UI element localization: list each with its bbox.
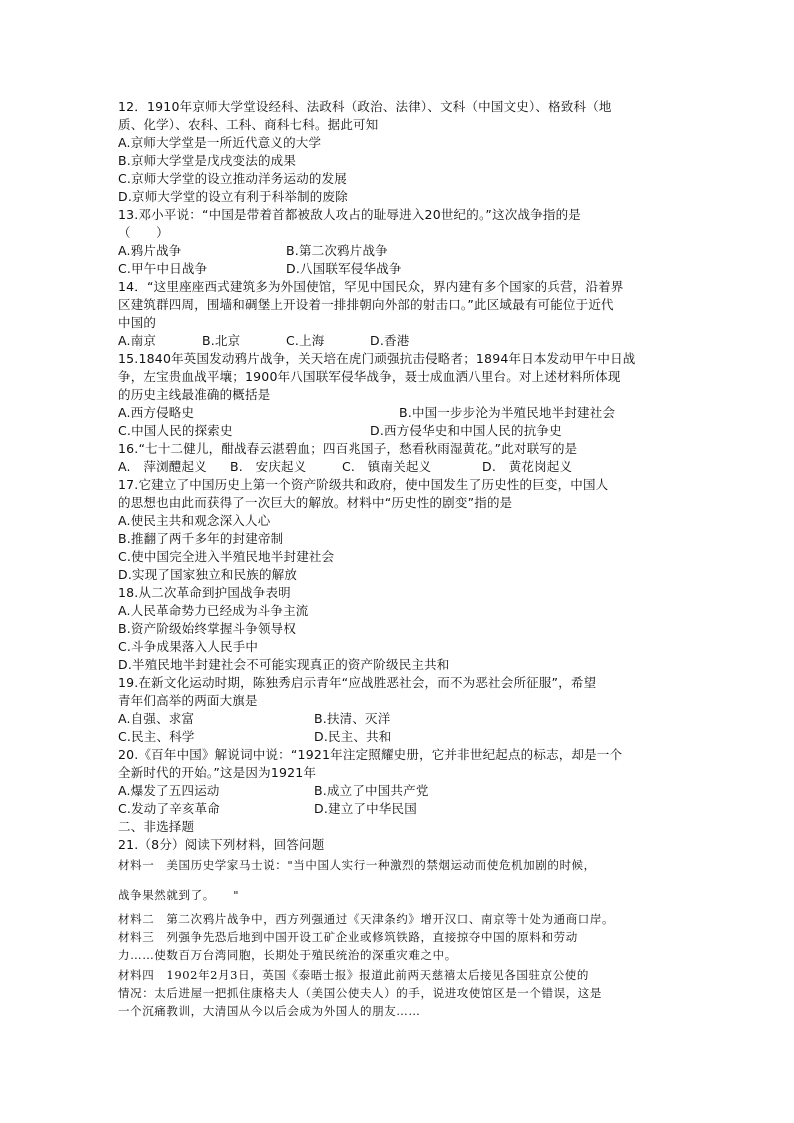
- q15-option-b: B.中国一步步沦为半殖民地半封建社会: [399, 405, 616, 420]
- q21-stem: 21.（8分）阅读下列材料，回答问题: [118, 837, 325, 852]
- material3-line2: 力……使数百万台湾同胞，长期处于殖民统治的深重灾难之中。: [118, 948, 457, 962]
- q20-option-b: B.成立了中国共产党: [314, 783, 429, 798]
- q13-stem-line1: 13.邓小平说：“中国是带着首都被敌人攻占的耻辱进入20世纪的。”这次战争指的是: [118, 207, 581, 222]
- q19-option-c: C.民主、科学: [118, 729, 195, 744]
- q16-option-d: D. 黄花岗起义: [482, 459, 573, 474]
- q16-options-row: [118, 458, 573, 476]
- q14-option-c: C.上海: [286, 333, 325, 348]
- q16-option-b: B. 安庆起义: [230, 459, 307, 474]
- q13-options-row1: [118, 242, 388, 260]
- q14-option-b: B.北京: [202, 333, 241, 348]
- q20-options-row2: [118, 800, 417, 818]
- q13-option-d: D.八国联军侵华战争: [286, 261, 402, 276]
- q15-options-row2: [118, 422, 562, 440]
- material1-line1: 材料一 美国历史学家马士说："当中国人实行一种激烈的禁烟运动而使危机加剧的时候，: [118, 858, 596, 872]
- q20-stem-line1: 20.《百年中国》解说词中说：“1921年注定照耀史册，它并非世纪起点的标志，却是一个: [118, 747, 623, 762]
- q15-stem-line2: 争，左宝贵血战平壤；1900年八国联军侵华战争，聂士成血洒八里台。对上述材料所体现: [118, 369, 621, 384]
- q16-stem-line1: 16.“七十二健儿，酣战春云湛碧血；四百兆国子，愁看秋雨湿黄花。”此对联写的是: [118, 441, 578, 456]
- q17-option-c: C.使中国完全进入半殖民地半封建社会: [118, 549, 335, 564]
- q20-stem-line2: 全新时代的开始。”这是因为1921年: [118, 765, 317, 780]
- q20-option-c: C.发动了辛亥革命: [118, 801, 221, 816]
- q13-stem-line2: （ ）: [118, 225, 169, 240]
- q17-stem-line1: 17.它建立了中国历史上第一个资产阶级共和政府，使中国发生了历史性的巨变，中国人: [118, 477, 609, 492]
- q18-stem-line1: 18.从二次革命到护国战争表明: [118, 585, 291, 600]
- q19-stem-line2: 青年们高举的两面大旗是: [118, 693, 258, 708]
- q15-option-a: A.西方侵略史: [118, 405, 195, 420]
- q19-options-row2: [118, 728, 392, 746]
- q20-option-d: D.建立了中华民国: [314, 801, 417, 816]
- q14-stem-line1: 14．“这里座座西式建筑多为外国使馆，罕见中国民众，界内建有多个国家的兵营，沿着界: [118, 279, 624, 294]
- q13-option-b: B.第二次鸦片战争: [286, 243, 388, 258]
- q18-option-a: A.人民革命势力已经成为斗争主流: [118, 603, 309, 618]
- q20-options-row1: [118, 782, 429, 800]
- material4-line1: 材料四 1902年2月3日，英国《泰晤士报》报道此前两天慈禧太后接见各国驻京公使的: [118, 968, 589, 982]
- q12-option-a: A.京师大学堂是一所近代意义的大学: [118, 135, 322, 150]
- q15-option-c: C.中国人民的探索史: [118, 423, 233, 438]
- q16-option-c: C. 镇南关起义: [342, 459, 432, 474]
- q15-stem-line1: 15.1840年英国发动鸦片战争，关天培在虎门顽强抗击侵略者；1894年日本发动甲午中日战: [118, 351, 636, 366]
- q17-option-b: B.推翻了两千多年的封建帝制: [118, 531, 284, 546]
- q19-options-row1: [118, 710, 391, 728]
- q15-stem-line3: 的历史主线最准确的概括是: [118, 387, 271, 402]
- q19-option-b: B.扶清、灭洋: [314, 711, 391, 726]
- q15-option-d: D.西方侵华史和中国人民的抗争史: [370, 423, 562, 438]
- material4-line2: 情况：太后进屋一把抓住康格夫人（美国公使夫人）的手，说进攻使馆区是一个错误，这是: [118, 986, 602, 1000]
- q17-option-d: D.实现了国家独立和民族的解放: [118, 567, 298, 582]
- q12-option-b: B.京师大学堂是戊戌变法的成果: [118, 153, 297, 168]
- section-heading: 二、非选择题: [118, 819, 195, 834]
- q13-option-c: C.甲午中日战争: [118, 261, 208, 276]
- material3-line1: 材料三 列强争先恐后地到中国开设工矿企业或修筑铁路，直接掠夺中国的原料和劳动: [118, 930, 578, 944]
- material1-line2: 战争果然就到了。 ": [118, 888, 240, 902]
- material4-line3: 一个沉痛教训，大清国从今以后会成为外国人的朋友……: [118, 1004, 421, 1018]
- q12-stem-line1: 12．1910年京师大学堂设经科、法政科（政治、法律）、文科（中国文史）、格致科（地: [118, 99, 612, 114]
- q18-option-c: C.斗争成果落入人民手中: [118, 639, 259, 654]
- q17-stem-line2: 的思想也由此而获得了一次巨大的解放。材料中“历史性的剧变”指的是: [118, 495, 513, 510]
- q14-option-d: D.香港: [370, 333, 410, 348]
- q12-option-c: C.京师大学堂的设立推动洋务运动的发展: [118, 171, 348, 186]
- q13-options-row2: [118, 260, 402, 278]
- q18-option-b: B.资产阶级始终掌握斗争领导权: [118, 621, 297, 636]
- q12-stem-line2: 质、化学）、农科、工科、商科七科。据此可知: [118, 117, 379, 132]
- q19-option-d: D.民主、共和: [314, 729, 392, 744]
- q19-option-a: A.自强、求富: [118, 711, 195, 726]
- q14-option-a: A.南京: [118, 333, 157, 348]
- q20-option-a: A.爆发了五四运动: [118, 783, 220, 798]
- q12-option-d: D.京师大学堂的设立有利于科举制的废除: [118, 189, 348, 204]
- material2-line1: 材料二 第二次鸦片战争中，西方列强通过《天津条约》增开汉口、南京等十处为通商口岸。: [118, 912, 615, 926]
- q18-option-d: D.半殖民地半封建社会不可能实现真正的资产阶级民主共和: [118, 657, 450, 672]
- q14-stem-line2: 区建筑群四周，围墙和碉堡上开设着一排排朝向外部的射击口。”此区域最有可能位于近代: [118, 297, 614, 312]
- q14-stem-line3: 中国的: [118, 315, 157, 330]
- q15-options-row1: [118, 404, 616, 422]
- q14-options-row: [118, 332, 410, 350]
- q13-option-a: A.鸦片战争: [118, 243, 182, 258]
- q16-option-a: A. 萍浏醴起义: [118, 459, 207, 474]
- q17-option-a: A.使民主共和观念深入人心: [118, 513, 271, 528]
- q19-stem-line1: 19.在新文化运动时期，陈独秀启示青年“应战胜恶社会，而不为恶社会所征服”，希望: [118, 675, 597, 690]
